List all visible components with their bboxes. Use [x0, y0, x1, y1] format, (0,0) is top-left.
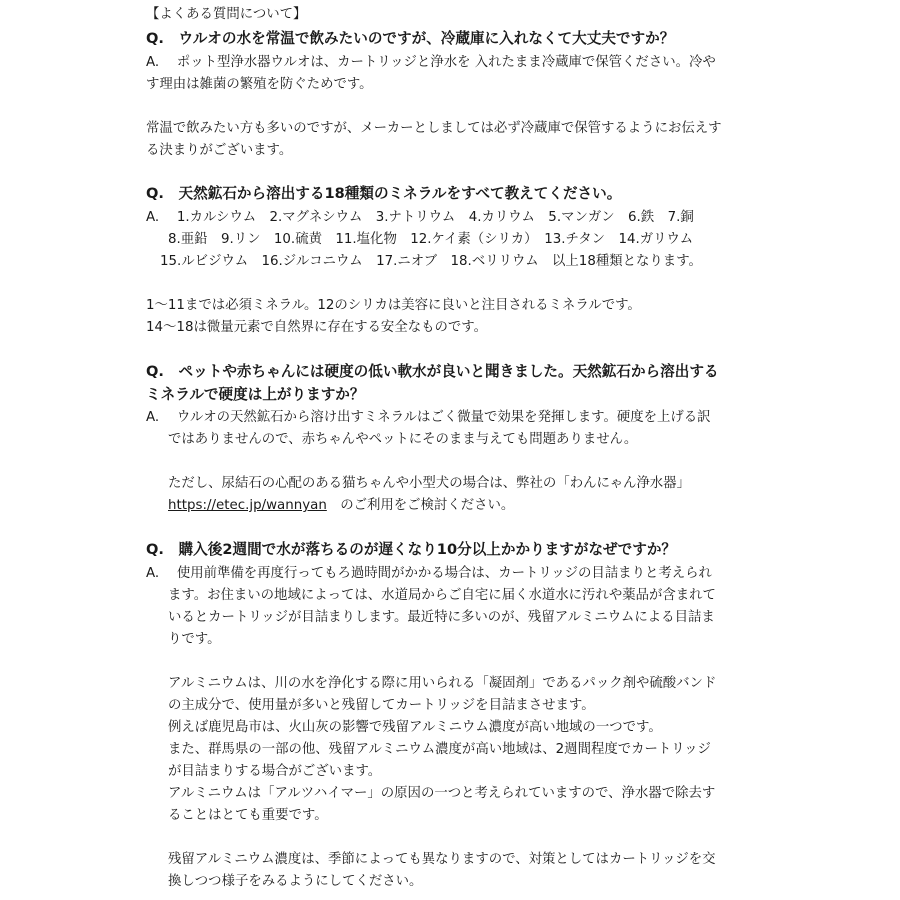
answer-4-line: アルミニウムは「アルツハイマー」の原因の一つと考えられていますので、浄水器で除去す	[168, 786, 716, 801]
answer-3-link-line	[168, 495, 514, 517]
question-3: Q. ペットや赤ちゃんには硬度の低い軟水が良いと聞きました。天然鉱石から溶出する	[146, 363, 719, 380]
answer-2-line: 8.亜鉛 9.リン 10.硫黄 11.塩化物 12.ケイ素（シリカ） 13.チタン 14.ガリウム	[168, 232, 694, 247]
answer-4-line: 残留アルミニウム濃度は、季節によっても異なりますので、対策としてはカートリッジを交	[168, 852, 716, 867]
link-after-text: のご利用をご検討ください。	[326, 498, 515, 513]
question-2: Q. 天然鉱石から溶出する18種類のミネラルをすべて教えてください。	[146, 185, 622, 202]
question-4: Q. 購入後2週間で水が落ちるのが遅くなり10分以上かかりますがなぜですか？	[146, 541, 677, 558]
answer-4-line: アルミニウムは、川の水を浄化する際に用いられる「凝固剤」であるパック剤や硫酸バンド	[168, 676, 717, 691]
answer-2-line: 1〜11までは必須ミネラル。12のシリカは美容に良いと注目されるミネラルです。	[146, 298, 641, 313]
answer-4-line: A. 使用前準備を再度行ってもろ過時間がかかる場合は、カートリッジの目詰まりと考えられ	[146, 566, 712, 581]
question-3: ミネラルで硬度は上がりますか？	[146, 386, 365, 403]
answer-4-line: 例えば鹿児島市は、火山灰の影響で残留アルミニウム濃度が高い地域の一つです。	[168, 720, 662, 735]
answer-1-line: す理由は雑菌の繁殖を防ぐためです。	[146, 77, 373, 92]
answer-3-line: ただし、尿結石の心配のある猫ちゃんや小型犬の場合は、弊社の「わんにゃん浄水器」	[168, 476, 690, 491]
answer-4-line: が目詰まりする場合がございます。	[168, 764, 382, 779]
question-1: Q. ウルオの水を常温で飲みたいのですが、冷蔵庫に入れなくて大丈夫ですか？	[146, 30, 675, 47]
answer-1-line: A. ポット型浄水器ウルオは、カートリッジと浄水を 入れたまま冷蔵庫で保管ください。冷や	[146, 55, 716, 70]
answer-4-line: の主成分で、使用量が多いと残留してカートリッジを目詰まさせます。	[168, 698, 595, 713]
answer-4-line: りです。	[168, 632, 221, 647]
answer-4-line: ることはとても重要です。	[168, 808, 328, 823]
answer-2-line: 15.ルビジウム 16.ジルコニウム 17.ニオブ 18.ベリリウム 以上18種類となります。	[160, 254, 702, 269]
answer-4-line: いるとカートリッジが目詰まりします。最近特に多いのが、残留アルミニウムによる目詰ま	[168, 610, 715, 625]
answer-1-line: る決まりがございます。	[146, 143, 293, 158]
answer-3-line: ではありませんので、赤ちゃんやペットにそのまま与えても問題ありません。	[168, 432, 638, 447]
answer-4-line: 換しつつ様子をみるようにしてください。	[168, 874, 423, 889]
answer-4-line: また、群馬県の一部の他、残留アルミニウム濃度が高い地域は、2週間程度でカートリッジ	[168, 742, 711, 757]
answer-1-line: 常温で飲みたい方も多いのですが、メーカーとしましては必ず冷蔵庫で保管するようにお伝えす	[146, 121, 722, 136]
answer-2-line: A. 1.カルシウム 2.マグネシウム 3.ナトリウム 4.カリウム 5.マンガン 6.鉄 7.銅	[146, 210, 694, 225]
answer-2-line: 14〜18は微量元素で自然界に存在する安全なものです。	[146, 320, 487, 335]
answer-4-line: ます。お住まいの地域によっては、水道局からご自宅に届く水道水に汚れや薬品が含まれて	[168, 588, 716, 603]
wannyan-link[interactable]: https://etec.jp/wannyan	[168, 498, 327, 513]
answer-3-line: A. ウルオの天然鉱石から溶け出すミネラルはごく微量で効果を発揮します。硬度を上げる訳	[146, 410, 711, 425]
faq-heading: 【よくある質問について】	[146, 7, 307, 22]
